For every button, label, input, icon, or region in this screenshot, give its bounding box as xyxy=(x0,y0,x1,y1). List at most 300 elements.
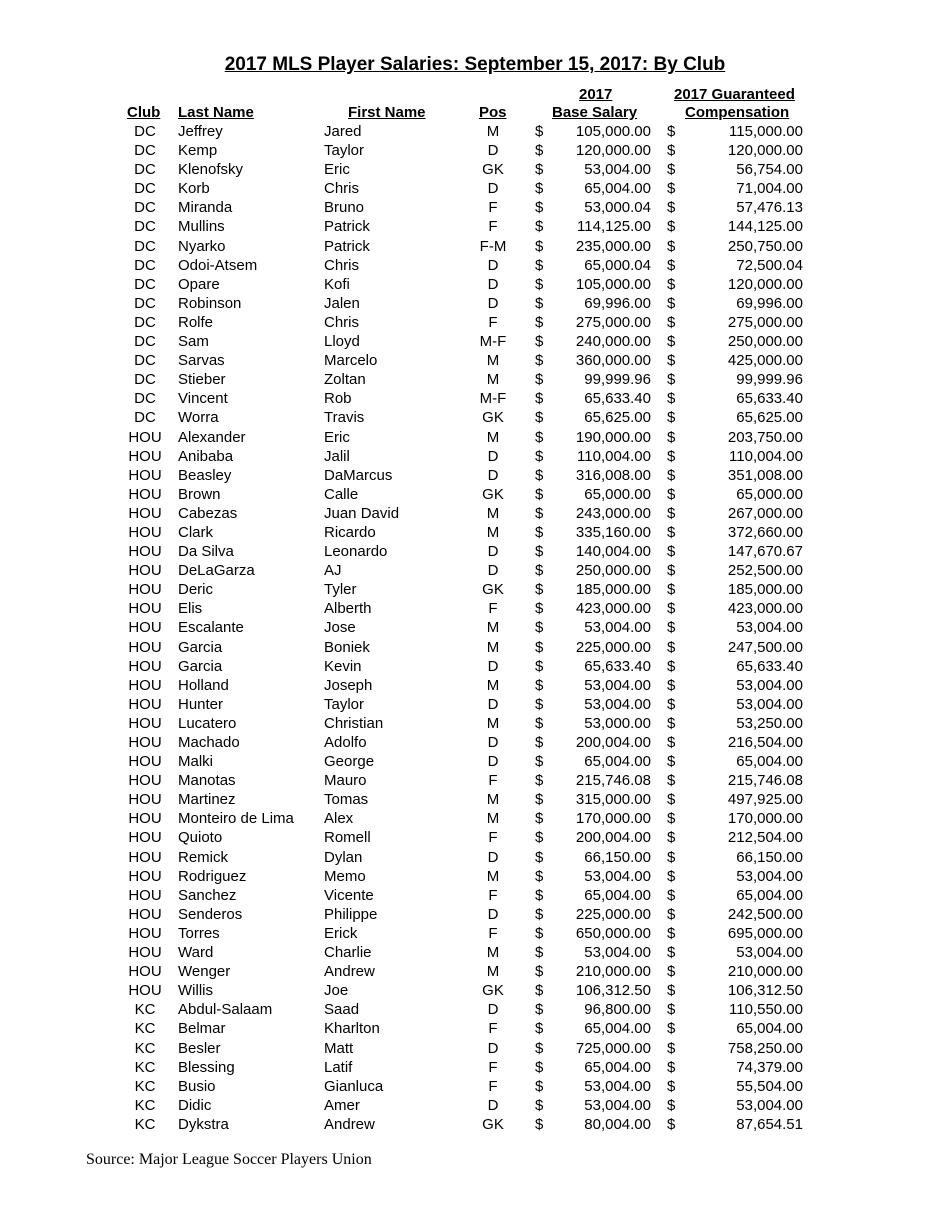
base-salary-cell: 80,004.00 xyxy=(584,1115,651,1133)
base-salary-cell: 53,000.04 xyxy=(584,199,651,217)
first-name-cell: Leonardo xyxy=(324,543,388,561)
club-cell: HOU xyxy=(128,562,162,580)
header-base-salary-year: 2017 xyxy=(579,86,613,103)
base-salary-cell: 53,000.00 xyxy=(584,714,651,732)
table-row xyxy=(0,122,950,141)
currency-symbol: $ xyxy=(535,753,544,771)
club-cell: HOU xyxy=(128,963,162,981)
club-cell: DC xyxy=(134,333,156,351)
base-salary-cell: 65,633.40 xyxy=(584,657,651,675)
first-name-cell: Mauro xyxy=(324,772,367,790)
currency-symbol: $ xyxy=(667,848,676,866)
currency-symbol: $ xyxy=(535,428,544,446)
currency-symbol: $ xyxy=(535,294,544,312)
last-name-cell: Didic xyxy=(178,1096,212,1114)
base-salary-cell: 170,000.00 xyxy=(575,810,651,828)
first-name-cell: Juan David xyxy=(324,504,400,522)
club-cell: KC xyxy=(134,1077,156,1095)
currency-symbol: $ xyxy=(535,1096,544,1114)
club-cell: HOU xyxy=(128,619,162,637)
first-name-cell: Zoltan xyxy=(324,371,366,389)
position-cell: D xyxy=(487,256,499,274)
last-name-cell: Lucatero xyxy=(178,714,237,732)
table-row xyxy=(0,1096,950,1115)
club-cell: HOU xyxy=(128,982,162,1000)
compensation-cell: 203,750.00 xyxy=(727,428,803,446)
club-cell: HOU xyxy=(128,734,162,751)
compensation-cell: 250,000.00 xyxy=(727,333,803,351)
table-row xyxy=(0,1039,950,1058)
compensation-cell: 65,000.00 xyxy=(736,485,803,503)
first-name-cell: Patrick xyxy=(324,218,370,236)
first-name-cell: Jared xyxy=(324,123,362,140)
compensation-cell: 53,004.00 xyxy=(736,1096,803,1114)
compensation-cell: 242,500.00 xyxy=(727,905,803,923)
compensation-cell: 66,150.00 xyxy=(736,848,803,866)
last-name-cell: Worra xyxy=(178,409,219,427)
last-name-cell: Kemp xyxy=(178,142,218,160)
club-cell: DC xyxy=(134,256,156,274)
currency-symbol: $ xyxy=(535,142,544,160)
club-cell: DC xyxy=(134,180,156,198)
currency-symbol: $ xyxy=(535,485,544,503)
table-row xyxy=(0,1077,950,1096)
table-row xyxy=(0,695,950,714)
table-row xyxy=(0,485,950,504)
base-salary-cell: 65,004.00 xyxy=(584,1020,651,1038)
position-cell: M xyxy=(486,638,500,656)
base-salary-cell: 65,633.40 xyxy=(584,390,651,408)
position-cell: D xyxy=(487,466,499,484)
compensation-cell: 425,000.00 xyxy=(727,352,803,370)
currency-symbol: $ xyxy=(667,237,676,255)
club-cell: HOU xyxy=(128,638,162,656)
compensation-cell: 53,004.00 xyxy=(736,944,803,962)
last-name-cell: Machado xyxy=(178,734,240,751)
club-cell: HOU xyxy=(128,867,162,885)
last-name-cell: Beasley xyxy=(178,466,232,484)
base-salary-cell: 185,000.00 xyxy=(575,581,651,599)
currency-symbol: $ xyxy=(535,657,544,675)
position-cell: M xyxy=(486,619,500,637)
first-name-cell: Taylor xyxy=(324,142,365,160)
currency-symbol: $ xyxy=(535,963,544,981)
base-salary-cell: 65,004.00 xyxy=(584,886,651,904)
base-salary-cell: 423,000.00 xyxy=(575,600,651,618)
base-salary-cell: 66,150.00 xyxy=(584,848,651,866)
currency-symbol: $ xyxy=(667,180,676,198)
last-name-cell: Belmar xyxy=(178,1020,226,1038)
table-row xyxy=(0,981,950,1000)
currency-symbol: $ xyxy=(535,600,544,618)
first-name-cell: Tomas xyxy=(324,791,369,809)
club-cell: DC xyxy=(134,294,156,312)
last-name-cell: Cabezas xyxy=(178,504,238,522)
table-row xyxy=(0,924,950,943)
table-row xyxy=(0,217,950,236)
first-name-cell: Eric xyxy=(324,161,350,179)
currency-symbol: $ xyxy=(667,294,676,312)
compensation-cell: 53,004.00 xyxy=(736,676,803,694)
club-cell: DC xyxy=(134,352,156,370)
table-row xyxy=(0,275,950,294)
table-row xyxy=(0,1058,950,1077)
table-row xyxy=(0,790,950,809)
table-row xyxy=(0,809,950,828)
currency-symbol: $ xyxy=(667,1058,676,1076)
last-name-cell: Da Silva xyxy=(178,543,234,561)
club-cell: DC xyxy=(134,142,156,160)
base-salary-cell: 225,000.00 xyxy=(575,638,651,656)
first-name-cell: Chris xyxy=(324,313,360,331)
base-salary-cell: 105,000.00 xyxy=(575,123,651,140)
compensation-cell: 120,000.00 xyxy=(727,142,803,160)
currency-symbol: $ xyxy=(535,1058,544,1076)
position-cell: F xyxy=(488,1058,498,1076)
currency-symbol: $ xyxy=(667,447,676,465)
position-cell: M xyxy=(486,867,500,885)
first-name-cell: Saad xyxy=(324,1001,360,1019)
compensation-cell: 252,500.00 xyxy=(727,562,803,580)
currency-symbol: $ xyxy=(667,275,676,293)
last-name-cell: Martinez xyxy=(178,791,236,809)
first-name-cell: Lloyd xyxy=(324,333,360,351)
compensation-cell: 170,000.00 xyxy=(727,810,803,828)
position-cell: GK xyxy=(482,982,504,1000)
table-row xyxy=(0,1019,950,1038)
position-cell: F xyxy=(488,886,498,904)
position-cell: M xyxy=(486,944,500,962)
base-salary-cell: 240,000.00 xyxy=(575,333,651,351)
first-name-cell: Eric xyxy=(324,428,350,446)
base-salary-cell: 69,996.00 xyxy=(584,294,651,312)
table-row xyxy=(0,179,950,198)
club-cell: HOU xyxy=(128,848,162,866)
first-name-cell: Charlie xyxy=(324,944,372,962)
table-row xyxy=(0,504,950,523)
first-name-cell: Joseph xyxy=(324,676,373,694)
currency-symbol: $ xyxy=(535,676,544,694)
first-name-cell: Andrew xyxy=(324,1115,375,1133)
base-salary-cell: 316,008.00 xyxy=(575,466,651,484)
first-name-cell: Memo xyxy=(324,867,366,885)
club-cell: HOU xyxy=(128,523,162,541)
club-cell: HOU xyxy=(128,924,162,942)
last-name-cell: Willis xyxy=(178,982,213,1000)
position-cell: M xyxy=(486,810,500,828)
header-pos: Pos xyxy=(479,104,507,121)
club-cell: HOU xyxy=(128,657,162,675)
compensation-cell: 497,925.00 xyxy=(727,791,803,809)
currency-symbol: $ xyxy=(667,714,676,732)
currency-symbol: $ xyxy=(535,447,544,465)
currency-symbol: $ xyxy=(667,466,676,484)
base-salary-cell: 210,000.00 xyxy=(575,963,651,981)
first-name-cell: Kofi xyxy=(324,275,350,293)
last-name-cell: Dykstra xyxy=(178,1115,229,1133)
table-row xyxy=(0,657,950,676)
last-name-cell: Garcia xyxy=(178,638,223,656)
table-row xyxy=(0,160,950,179)
currency-symbol: $ xyxy=(535,1115,544,1133)
position-cell: D xyxy=(487,657,499,675)
base-salary-cell: 110,004.00 xyxy=(577,447,651,465)
table-row xyxy=(0,542,950,561)
position-cell: M xyxy=(486,371,500,389)
last-name-cell: Sarvas xyxy=(178,352,225,370)
position-cell: GK xyxy=(482,161,504,179)
last-name-cell: Remick xyxy=(178,848,229,866)
currency-symbol: $ xyxy=(535,581,544,599)
first-name-cell: Travis xyxy=(324,409,365,427)
currency-symbol: $ xyxy=(535,772,544,790)
first-name-cell: AJ xyxy=(324,562,342,580)
currency-symbol: $ xyxy=(535,1020,544,1038)
last-name-cell: Jeffrey xyxy=(178,123,223,140)
position-cell: F xyxy=(488,1020,498,1038)
base-salary-cell: 114,125.00 xyxy=(577,218,651,236)
currency-symbol: $ xyxy=(667,123,676,140)
currency-symbol: $ xyxy=(535,199,544,217)
currency-symbol: $ xyxy=(667,695,676,713)
club-cell: DC xyxy=(134,371,156,389)
currency-symbol: $ xyxy=(667,638,676,656)
club-cell: HOU xyxy=(128,695,162,713)
currency-symbol: $ xyxy=(667,562,676,580)
base-salary-cell: 53,004.00 xyxy=(584,1077,651,1095)
first-name-cell: Taylor xyxy=(324,695,365,713)
table-row xyxy=(0,867,950,886)
currency-symbol: $ xyxy=(535,1039,544,1057)
base-salary-cell: 250,000.00 xyxy=(575,562,651,580)
currency-symbol: $ xyxy=(535,734,544,751)
last-name-cell: DeLaGarza xyxy=(178,562,255,580)
first-name-cell: Christian xyxy=(324,714,384,732)
last-name-cell: Quioto xyxy=(178,829,223,847)
club-cell: DC xyxy=(134,123,156,140)
first-name-cell: Kharlton xyxy=(324,1020,380,1038)
table-row xyxy=(0,676,950,695)
base-salary-cell: 53,004.00 xyxy=(584,676,651,694)
base-salary-cell: 360,000.00 xyxy=(575,352,651,370)
last-name-cell: Elis xyxy=(178,600,203,618)
currency-symbol: $ xyxy=(667,1096,676,1114)
salary-table xyxy=(0,122,950,1134)
currency-symbol: $ xyxy=(667,982,676,1000)
first-name-cell: Alex xyxy=(324,810,354,828)
currency-symbol: $ xyxy=(535,161,544,179)
table-row xyxy=(0,428,950,447)
base-salary-cell: 99,999.96 xyxy=(584,371,651,389)
compensation-cell: 65,004.00 xyxy=(736,753,803,771)
club-cell: HOU xyxy=(128,600,162,618)
currency-symbol: $ xyxy=(535,810,544,828)
base-salary-cell: 53,004.00 xyxy=(584,161,651,179)
table-row xyxy=(0,962,950,981)
table-row xyxy=(0,523,950,542)
base-salary-cell: 215,746.08 xyxy=(575,772,651,790)
compensation-cell: 65,633.40 xyxy=(736,657,803,675)
first-name-cell: Gianluca xyxy=(324,1077,384,1095)
position-cell: M xyxy=(486,428,500,446)
base-salary-cell: 65,004.00 xyxy=(584,180,651,198)
base-salary-cell: 140,004.00 xyxy=(575,543,651,561)
base-salary-cell: 53,004.00 xyxy=(584,867,651,885)
last-name-cell: Blessing xyxy=(178,1058,235,1076)
club-cell: HOU xyxy=(128,485,162,503)
club-cell: DC xyxy=(134,218,156,236)
compensation-cell: 65,633.40 xyxy=(736,390,803,408)
table-row xyxy=(0,198,950,217)
header-club: Club xyxy=(127,104,161,121)
table-row xyxy=(0,370,950,389)
currency-symbol: $ xyxy=(535,523,544,541)
position-cell: M-F xyxy=(479,390,507,408)
last-name-cell: Wenger xyxy=(178,963,231,981)
last-name-cell: Rodriguez xyxy=(178,867,247,885)
base-salary-cell: 200,004.00 xyxy=(575,734,651,751)
base-salary-cell: 65,625.00 xyxy=(584,409,651,427)
currency-symbol: $ xyxy=(535,352,544,370)
currency-symbol: $ xyxy=(535,944,544,962)
first-name-cell: George xyxy=(324,753,375,771)
club-cell: HOU xyxy=(128,791,162,809)
table-row xyxy=(0,141,950,160)
table-row xyxy=(0,1000,950,1019)
first-name-cell: Jalil xyxy=(324,447,350,465)
position-cell: D xyxy=(487,734,499,751)
first-name-cell: Erick xyxy=(324,924,358,942)
first-name-cell: Jalen xyxy=(324,294,360,312)
position-cell: F xyxy=(488,313,498,331)
currency-symbol: $ xyxy=(667,867,676,885)
table-row xyxy=(0,389,950,408)
table-row xyxy=(0,828,950,847)
last-name-cell: Nyarko xyxy=(178,237,226,255)
currency-symbol: $ xyxy=(667,924,676,942)
currency-symbol: $ xyxy=(535,695,544,713)
last-name-cell: Senderos xyxy=(178,905,243,923)
currency-symbol: $ xyxy=(667,390,676,408)
compensation-cell: 65,004.00 xyxy=(736,886,803,904)
position-cell: M xyxy=(486,791,500,809)
position-cell: F xyxy=(488,600,498,618)
currency-symbol: $ xyxy=(535,218,544,236)
position-cell: M xyxy=(486,504,500,522)
last-name-cell: Garcia xyxy=(178,657,223,675)
position-cell: D xyxy=(487,275,499,293)
currency-symbol: $ xyxy=(535,848,544,866)
club-cell: DC xyxy=(134,409,156,427)
last-name-cell: Sanchez xyxy=(178,886,237,904)
base-salary-cell: 53,004.00 xyxy=(584,944,651,962)
first-name-cell: Ricardo xyxy=(324,523,376,541)
club-cell: DC xyxy=(134,161,156,179)
position-cell: F xyxy=(488,218,498,236)
currency-symbol: $ xyxy=(667,829,676,847)
table-row xyxy=(0,313,950,332)
currency-symbol: $ xyxy=(667,199,676,217)
currency-symbol: $ xyxy=(667,142,676,160)
currency-symbol: $ xyxy=(535,638,544,656)
club-cell: HOU xyxy=(128,886,162,904)
last-name-cell: Clark xyxy=(178,523,214,541)
currency-symbol: $ xyxy=(535,409,544,427)
club-cell: HOU xyxy=(128,676,162,694)
last-name-cell: Robinson xyxy=(178,294,242,312)
compensation-cell: 106,312.50 xyxy=(727,982,803,1000)
base-salary-cell: 53,004.00 xyxy=(584,1096,651,1114)
position-cell: D xyxy=(487,1039,499,1057)
compensation-cell: 275,000.00 xyxy=(727,313,803,331)
base-salary-cell: 190,000.00 xyxy=(575,428,651,446)
last-name-cell: Abdul-Salaam xyxy=(178,1001,273,1019)
currency-symbol: $ xyxy=(535,905,544,923)
currency-symbol: $ xyxy=(667,333,676,351)
currency-symbol: $ xyxy=(667,963,676,981)
base-salary-cell: 650,000.00 xyxy=(575,924,651,942)
position-cell: D xyxy=(487,695,499,713)
position-cell: D xyxy=(487,543,499,561)
position-cell: D xyxy=(487,753,499,771)
compensation-cell: 110,004.00 xyxy=(729,447,803,465)
currency-symbol: $ xyxy=(667,371,676,389)
club-cell: HOU xyxy=(128,504,162,522)
club-cell: KC xyxy=(134,1001,156,1019)
compensation-cell: 212,504.00 xyxy=(727,829,803,847)
currency-symbol: $ xyxy=(667,428,676,446)
position-cell: D xyxy=(487,142,499,160)
currency-symbol: $ xyxy=(667,753,676,771)
position-cell: GK xyxy=(482,485,504,503)
base-salary-cell: 275,000.00 xyxy=(575,313,651,331)
base-salary-cell: 725,000.00 xyxy=(575,1039,651,1057)
header-compensation-year: 2017 Guaranteed xyxy=(674,86,795,103)
last-name-cell: Mullins xyxy=(178,218,225,236)
club-cell: HOU xyxy=(128,905,162,923)
currency-symbol: $ xyxy=(667,485,676,503)
position-cell: GK xyxy=(482,409,504,427)
last-name-cell: Brown xyxy=(178,485,221,503)
currency-symbol: $ xyxy=(535,504,544,522)
currency-symbol: $ xyxy=(667,1001,676,1019)
position-cell: D xyxy=(487,447,499,465)
table-row xyxy=(0,733,950,752)
last-name-cell: Holland xyxy=(178,676,229,694)
compensation-cell: 72,500.04 xyxy=(736,256,803,274)
currency-symbol: $ xyxy=(535,619,544,637)
currency-symbol: $ xyxy=(667,1020,676,1038)
currency-symbol: $ xyxy=(535,562,544,580)
source-note: Source: Major League Soccer Players Union xyxy=(86,1151,372,1168)
currency-symbol: $ xyxy=(667,944,676,962)
compensation-cell: 267,000.00 xyxy=(727,504,803,522)
last-name-cell: Besler xyxy=(178,1039,221,1057)
last-name-cell: Hunter xyxy=(178,695,224,713)
last-name-cell: Rolfe xyxy=(178,313,214,331)
compensation-cell: 53,250.00 xyxy=(736,714,803,732)
table-row xyxy=(0,714,950,733)
compensation-cell: 110,550.00 xyxy=(729,1001,803,1019)
header-base-salary: Base Salary xyxy=(552,104,638,121)
compensation-cell: 351,008.00 xyxy=(727,466,803,484)
first-name-cell: Jose xyxy=(324,619,356,637)
base-salary-cell: 65,004.00 xyxy=(584,753,651,771)
currency-symbol: $ xyxy=(667,504,676,522)
table-row xyxy=(0,1115,950,1134)
currency-symbol: $ xyxy=(667,161,676,179)
position-cell: M xyxy=(486,963,500,981)
